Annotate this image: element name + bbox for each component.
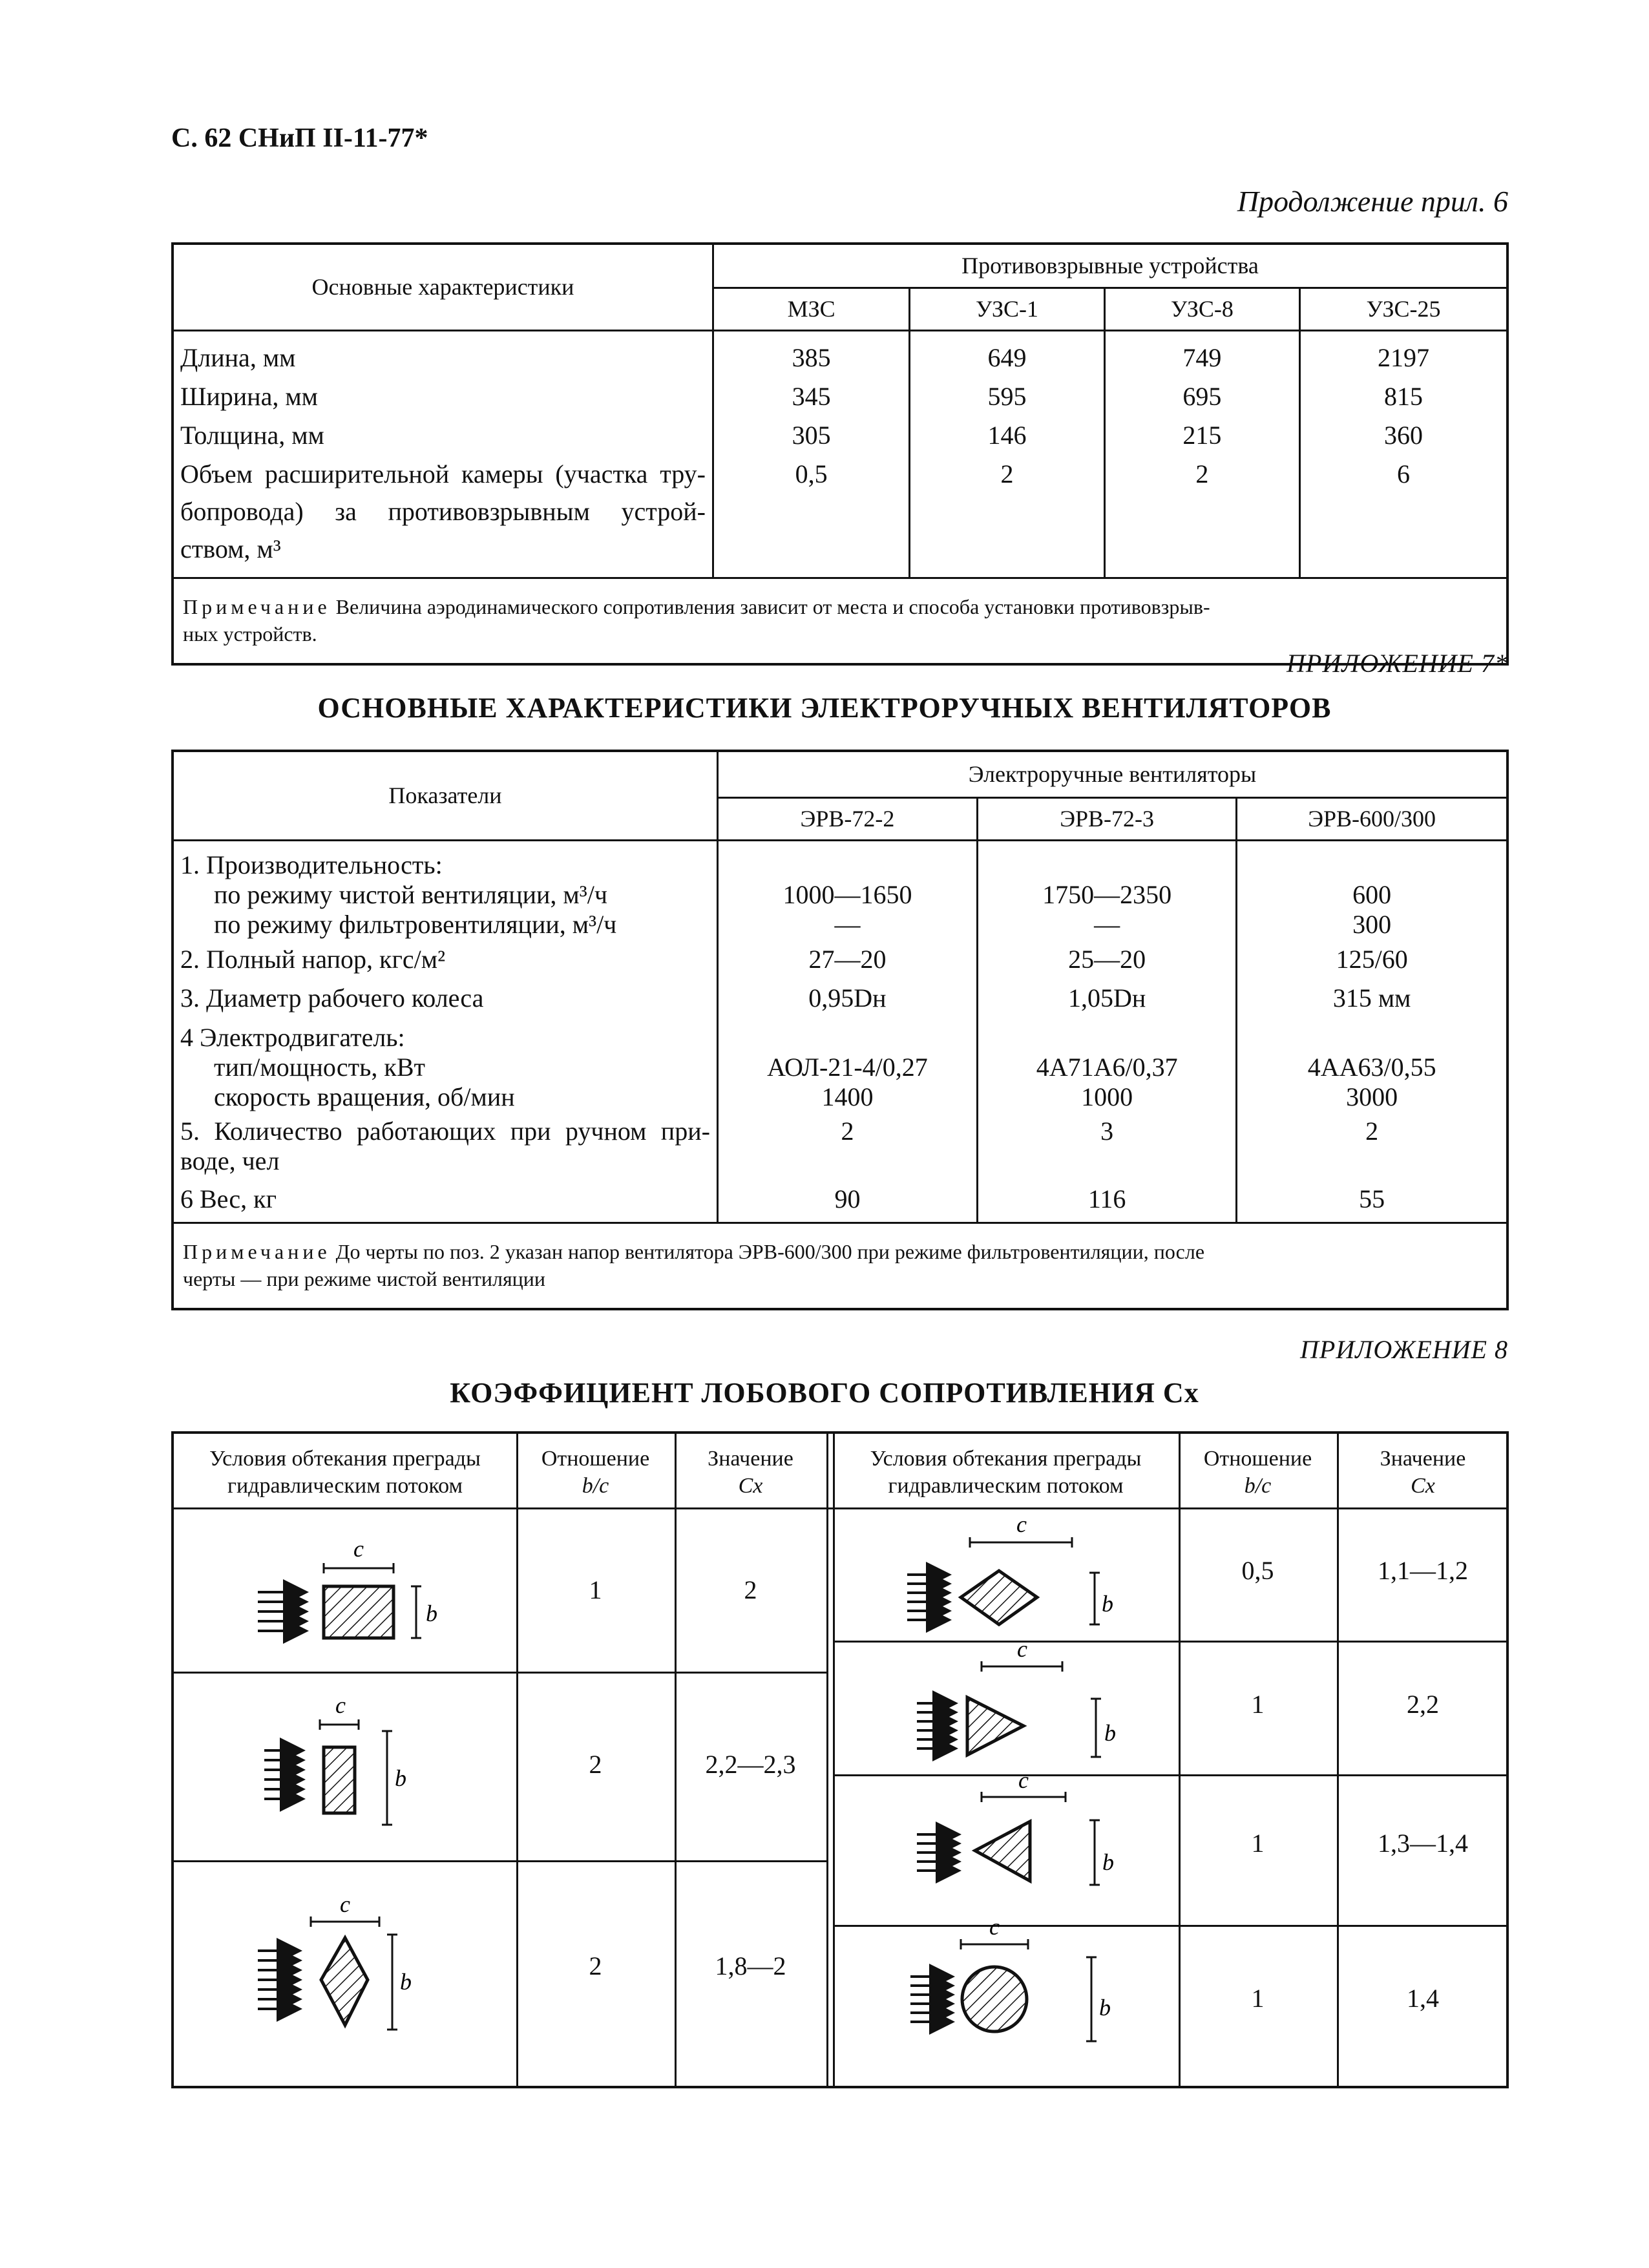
cell-value: 345 [713,377,909,416]
table1-col-uzs1: УЗС-1 [910,288,1104,330]
table2-col-erv-72-3: ЭРВ-72-3 [977,797,1236,840]
cell-value-line: — [1094,909,1120,939]
cell-value: 315 мм [1237,979,1507,1018]
cell-value: 305 [713,416,909,455]
header-line: Условия обтекания преграды [870,1447,1142,1471]
cell-value [717,1018,977,1113]
dimension-b: b [1099,1995,1111,2021]
table1-col-mzs: МЗС [713,288,909,330]
row-label-line: 4 Электродвигатель: [180,1022,405,1052]
figures-layer [174,1434,1509,2088]
note-text: До черты по поз. 2 указан напор вентилятора ЭРВ-600/300 при режиме фильтровентиляции, после [330,1239,1205,1263]
note-text: ных устройств. [183,622,317,646]
cell-value: 146 [910,416,1104,455]
cell-value-line: 4А71А6/0,37 [1036,1052,1178,1082]
row-label: Ширина, мм [173,377,713,416]
cell-value: 815 [1300,377,1507,416]
cell-value [717,840,977,940]
row-sublabel: по режиму чистой вентиляции, м³/ч [214,879,607,909]
table-row [173,940,1507,979]
square-icon [258,1563,421,1638]
cell-value: 385 [713,330,909,377]
triangle-tip-left-icon [917,1792,1100,1885]
table2-header-group: Электроручные вентиляторы [717,751,1507,797]
table1-header-characteristics: Основные характеристики [173,244,713,330]
row-label: Длина, мм [173,330,713,377]
dimension-b: b [1102,1849,1114,1875]
table1-col-uzs8: УЗС-8 [1104,288,1299,330]
cell-value-line: АОЛ-21-4/0,27 [767,1052,928,1082]
ratio-value: 1 [1251,1829,1265,1858]
cell-value: 360 [1300,416,1507,455]
row-label: Толщина, мм [173,416,713,455]
header-line: Отношение [1203,1447,1312,1471]
cell-value: 25—20 [977,940,1236,979]
cell-value-line: 1000 [1081,1082,1133,1111]
dimension-c: c [335,1692,346,1718]
row-label [173,840,717,940]
cell-value [977,840,1236,940]
appendix-8-title [0,1376,1649,1409]
row-label [173,455,713,578]
header-line: Cx [1411,1474,1435,1498]
row-label-line: Объем расширительной камеры (участка тру- [180,459,706,488]
cell-value-line: 1000—1650 [782,879,912,909]
table2-col-erv-600-300: ЭРВ-600/300 [1237,797,1507,840]
appendix-7-title: ОСНОВНЫЕ ХАРАКТЕРИСТИКИ ЭЛЕКТРОРУЧНЫХ ВЕНТИЛЯТОРОВ [317,692,1332,724]
appendix-7-label: ПРИЛОЖЕНИЕ 7* [1287,649,1508,678]
table2-header-indicators: Показатели [173,751,717,840]
row-label [173,1113,717,1177]
table2-col-erv-72-2: ЭРВ-72-2 [717,797,977,840]
table-row [173,330,1507,377]
cx-value: 1,4 [1407,1984,1439,2013]
dimension-c: c [1016,1511,1027,1537]
dimension-b: b [400,1969,412,1995]
cell-value: 3 [977,1113,1236,1177]
row-label-line: ством, м³ [180,534,281,563]
header-line: b/c [582,1474,609,1498]
ratio-value: 1 [1251,1984,1265,2013]
cell-value-line: 3000 [1346,1082,1398,1111]
cell-value: 2 [910,455,1104,578]
header-line: гидравлическим потоком [227,1474,463,1498]
cell-value: 215 [1104,416,1299,455]
row-label: 2. Полный напор, кгс/м² [173,940,717,979]
header-line: Значение [708,1447,793,1471]
ratio-value: 2 [589,1951,602,1980]
cell-value: 0,5 [713,455,909,578]
ratio-value: 1 [1251,1690,1265,1719]
dimension-c: c [340,1891,350,1917]
table-explosion-protection-devices [171,242,1509,666]
cell-value: 2 [717,1113,977,1177]
row-sublabel: тип/мощность, кВт [214,1052,425,1082]
table2-note [173,1223,1507,1309]
row-label-line: воде, чел [180,1146,280,1175]
tall-rectangle-icon [264,1719,392,1825]
cell-value-line: 4АА63/0,55 [1307,1052,1436,1082]
row-label [173,1018,717,1113]
table1-header-group: Противовзрывные устройства [713,244,1507,288]
cell-value [717,979,977,1018]
triangle-tip-right-icon [917,1661,1101,1757]
cx-value: 2,2—2,3 [705,1750,796,1779]
table-row [173,416,1507,455]
row-sublabel: скорость вращения, об/мин [214,1082,515,1111]
row-label-line: бопровода) за противовзрывным устрой- [180,496,706,526]
table-drag-coefficient [171,1431,1509,2088]
cell-value: 116 [977,1177,1236,1223]
cx-value: 2 [744,1575,757,1604]
cell-value-line: 600 [1352,879,1392,909]
ratio-value: 1 [589,1575,602,1604]
cell-value [1237,1018,1507,1113]
header-line: Cx [738,1474,763,1498]
table-electric-hand-fans [171,750,1509,1310]
table-row [173,1113,1507,1177]
cx-value: 1,3—1,4 [1378,1829,1468,1858]
table-row [173,1018,1507,1113]
cell-value: 649 [910,330,1104,377]
note-text: черты — при режиме чистой вентиляции [183,1266,546,1290]
continuation-caption: Продолжение прил. 6 [1237,185,1508,218]
cell-value-line: — [834,909,861,939]
table-row [173,979,1507,1018]
dimension-c: c [353,1536,364,1562]
dimension-c: c [989,1914,1000,1940]
cell-value: 27—20 [717,940,977,979]
cell-value: 2 [1104,455,1299,578]
cell-value [977,979,1236,1018]
dimension-b: b [1102,1591,1113,1617]
cell-value: 2197 [1300,330,1507,377]
diameter-value: 1,05Dн [1067,983,1146,1013]
row-label: 6 Вес, кг [173,1177,717,1223]
row-label-line: 5. Количество работающих при ручном при- [180,1116,710,1146]
rhombus-icon [258,1916,397,2030]
table1-col-uzs25: УЗС-25 [1300,288,1507,330]
cell-value-line: 1400 [821,1082,874,1111]
cell-value: 90 [717,1177,977,1223]
cell-value [1237,840,1507,940]
cell-value: 125/60 [1237,940,1507,979]
row-sublabel: по режиму фильтровентиляции, м³/ч [214,909,617,939]
cell-value-line: 300 [1352,909,1392,939]
cx-value: 1,1—1,2 [1378,1556,1468,1585]
header-line: Значение [1380,1447,1466,1471]
wide-rhombus-icon [907,1537,1100,1624]
note-heading: Примечание [183,1239,331,1263]
header-line: b/c [1244,1474,1272,1498]
cell-value: 749 [1104,330,1299,377]
cell-value [977,1018,1236,1113]
page-reference: С. 62 СНиП II-11-77* [171,123,428,153]
appendix-8-label: ПРИЛОЖЕНИЕ 8 [1300,1335,1508,1364]
ratio-value: 2 [589,1750,602,1779]
table-row [173,455,1507,578]
dimension-b: b [1104,1720,1116,1746]
dimension-b: b [395,1765,406,1791]
cx-value: 1,8—2 [715,1951,786,1980]
cell-value: 695 [1104,377,1299,416]
cell-value: 6 [1300,455,1507,578]
note-text: Величина аэродинамического сопротивления зависит от места и способа установки противовзрыв- [330,594,1210,618]
cell-value: 595 [910,377,1104,416]
note-heading: Примечание [183,594,331,618]
cell-value-line: 1750—2350 [1042,879,1172,909]
header-line: гидравлическим потоком [888,1474,1124,1498]
table-row [173,1177,1507,1223]
ratio-value: 0,5 [1241,1556,1274,1585]
table-row [173,377,1507,416]
diameter-value: 0,95Dн [808,983,887,1013]
table-row [173,840,1507,940]
circle-icon [910,1939,1097,2041]
cell-value: 55 [1237,1177,1507,1223]
dimension-c: c [1018,1767,1029,1793]
cell-value: 2 [1237,1113,1507,1177]
appendix-8-title-text: КОЭФФИЦИЕНТ ЛОБОВОГО СОПРОТИВЛЕНИЯ Cx [450,1377,1199,1409]
dimension-b: b [426,1601,437,1626]
dimension-c: c [1017,1636,1027,1662]
row-label-line: 1. Производительность: [180,850,443,879]
header-line: Отношение [541,1447,650,1471]
row-label: 3. Диаметр рабочего колеса [173,979,717,1018]
cx-value: 2,2 [1407,1690,1439,1719]
header-line: Условия обтекания преграды [209,1447,481,1471]
